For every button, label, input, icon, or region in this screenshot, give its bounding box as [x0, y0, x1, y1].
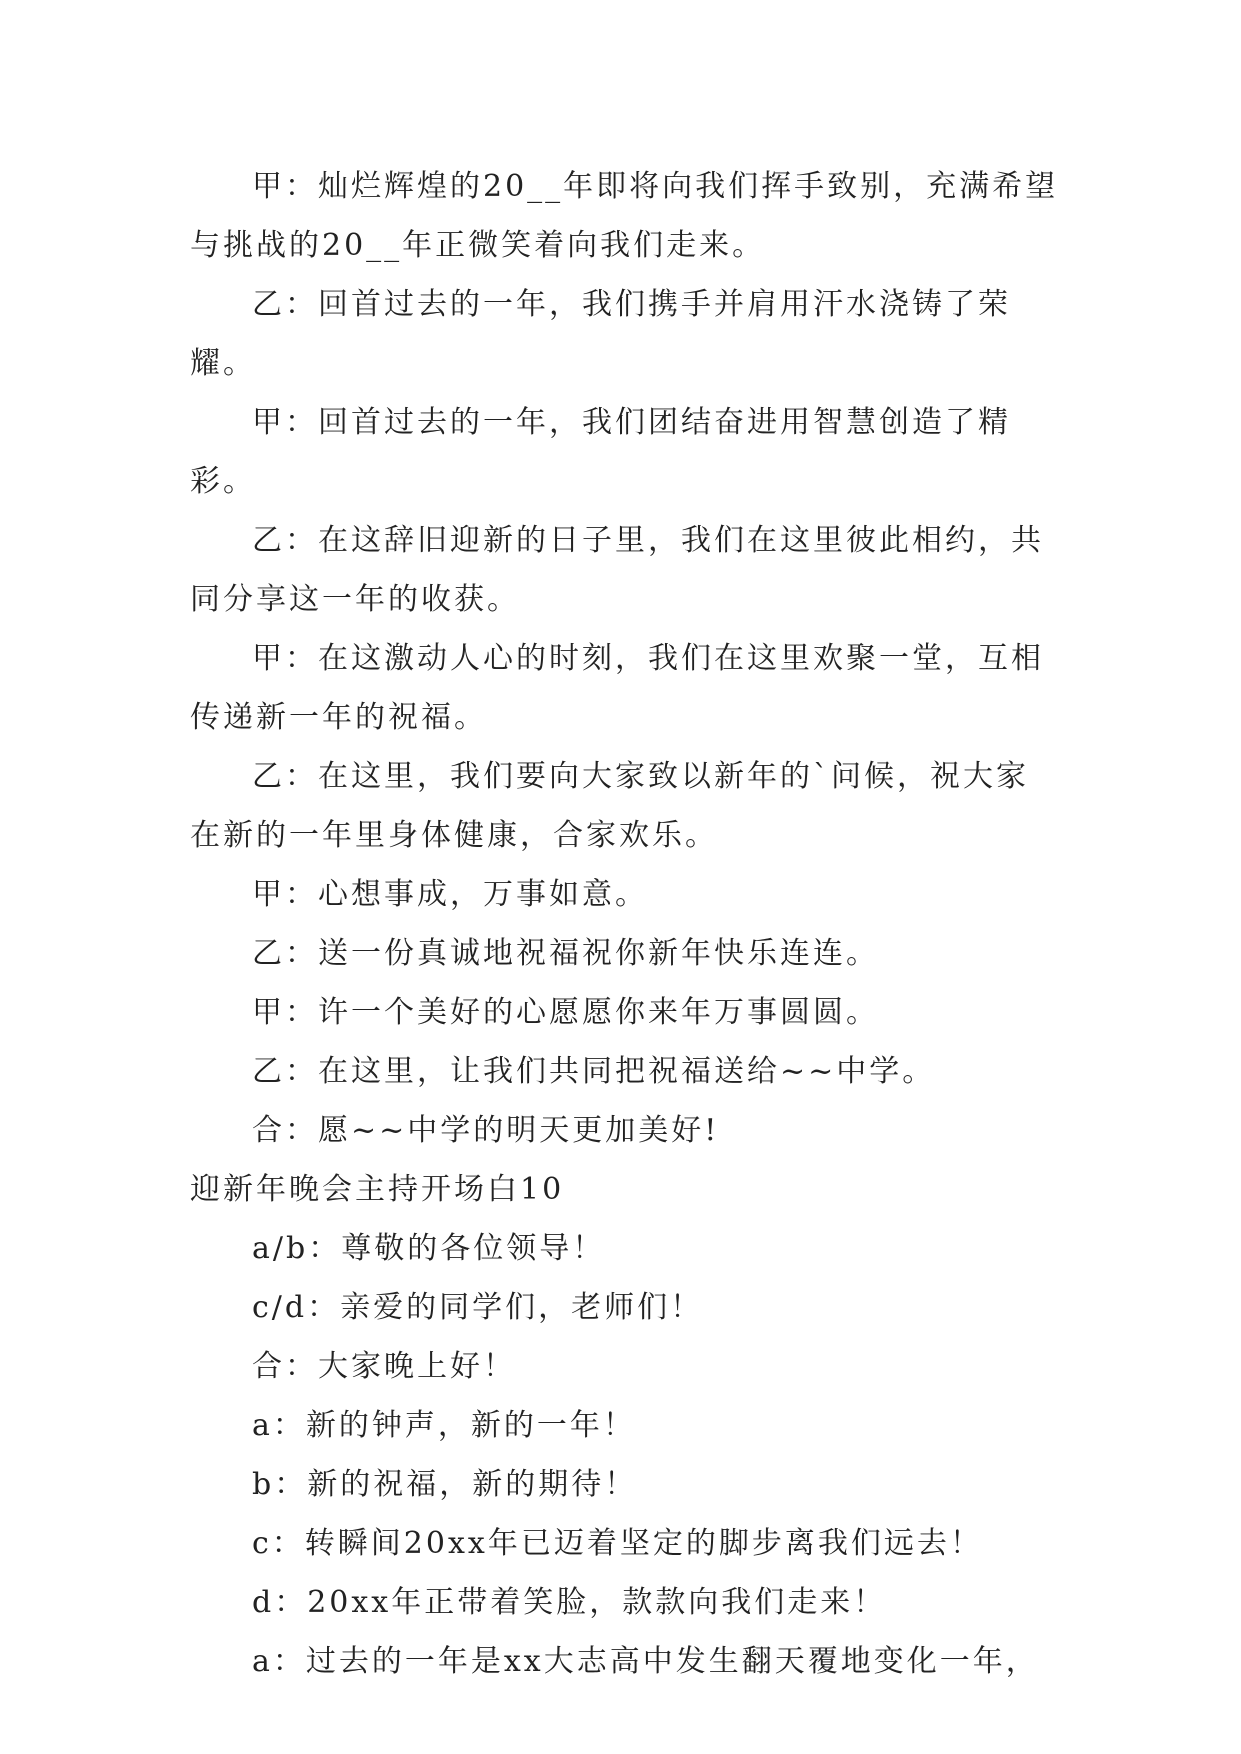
paragraph: 乙：送一份真诚地祝福祝你新年快乐连连。	[252, 936, 879, 971]
paragraph: b：新的祝福，新的期待！	[252, 1467, 638, 1502]
paragraph: 乙：回首过去的一年，我们携手并肩用汗水浇铸了荣耀。	[190, 287, 1011, 381]
paragraph: 甲：回首过去的一年，我们团结奋进用智慧创造了精彩。	[190, 405, 1011, 499]
paragraph: a：新的钟声，新的一年！	[252, 1408, 636, 1443]
paragraph: 乙：在这辞旧迎新的日子里，我们在这里彼此相约，共同分享这一年的收获。	[190, 523, 1044, 617]
paragraph: a：过去的一年是xx大志高中发生翻天覆地变化一年，	[252, 1644, 1039, 1679]
paragraph: 合：大家晚上好！	[252, 1349, 516, 1384]
paragraph: 合：愿~~中学的明天更加美好!	[252, 1113, 720, 1148]
paragraph: c：转瞬间20xx年已迈着坚定的脚步离我们远去！	[252, 1526, 983, 1561]
paragraph: 乙：在这里，我们要向大家致以新年的`问候，祝大家在新的一年里身体健康，合家欢乐。	[190, 759, 1029, 853]
section-heading: 迎新年晚会主持开场白10	[190, 1172, 565, 1207]
paragraph: 乙：在这里，让我们共同把祝福送给~~中学。	[252, 1054, 936, 1089]
paragraph: 甲：许一个美好的心愿愿你来年万事圆圆。	[252, 995, 879, 1030]
paragraph: 甲：在这激动人心的时刻，我们在这里欢聚一堂，互相传递新一年的祝福。	[190, 641, 1044, 735]
paragraph: a/b：尊敬的各位领导！	[252, 1231, 606, 1266]
paragraph: 甲：心想事成，万事如意。	[252, 877, 648, 912]
document-body	[190, 157, 1060, 1691]
paragraph: 甲：灿烂辉煌的20__年即将向我们挥手致别，充满希望与挑战的20__年正微笑着向我们走来。	[190, 169, 1059, 263]
paragraph: c/d：亲爱的同学们，老师们！	[252, 1290, 704, 1325]
paragraph: d：20xx年正带着笑脸，款款向我们走来！	[252, 1585, 887, 1620]
